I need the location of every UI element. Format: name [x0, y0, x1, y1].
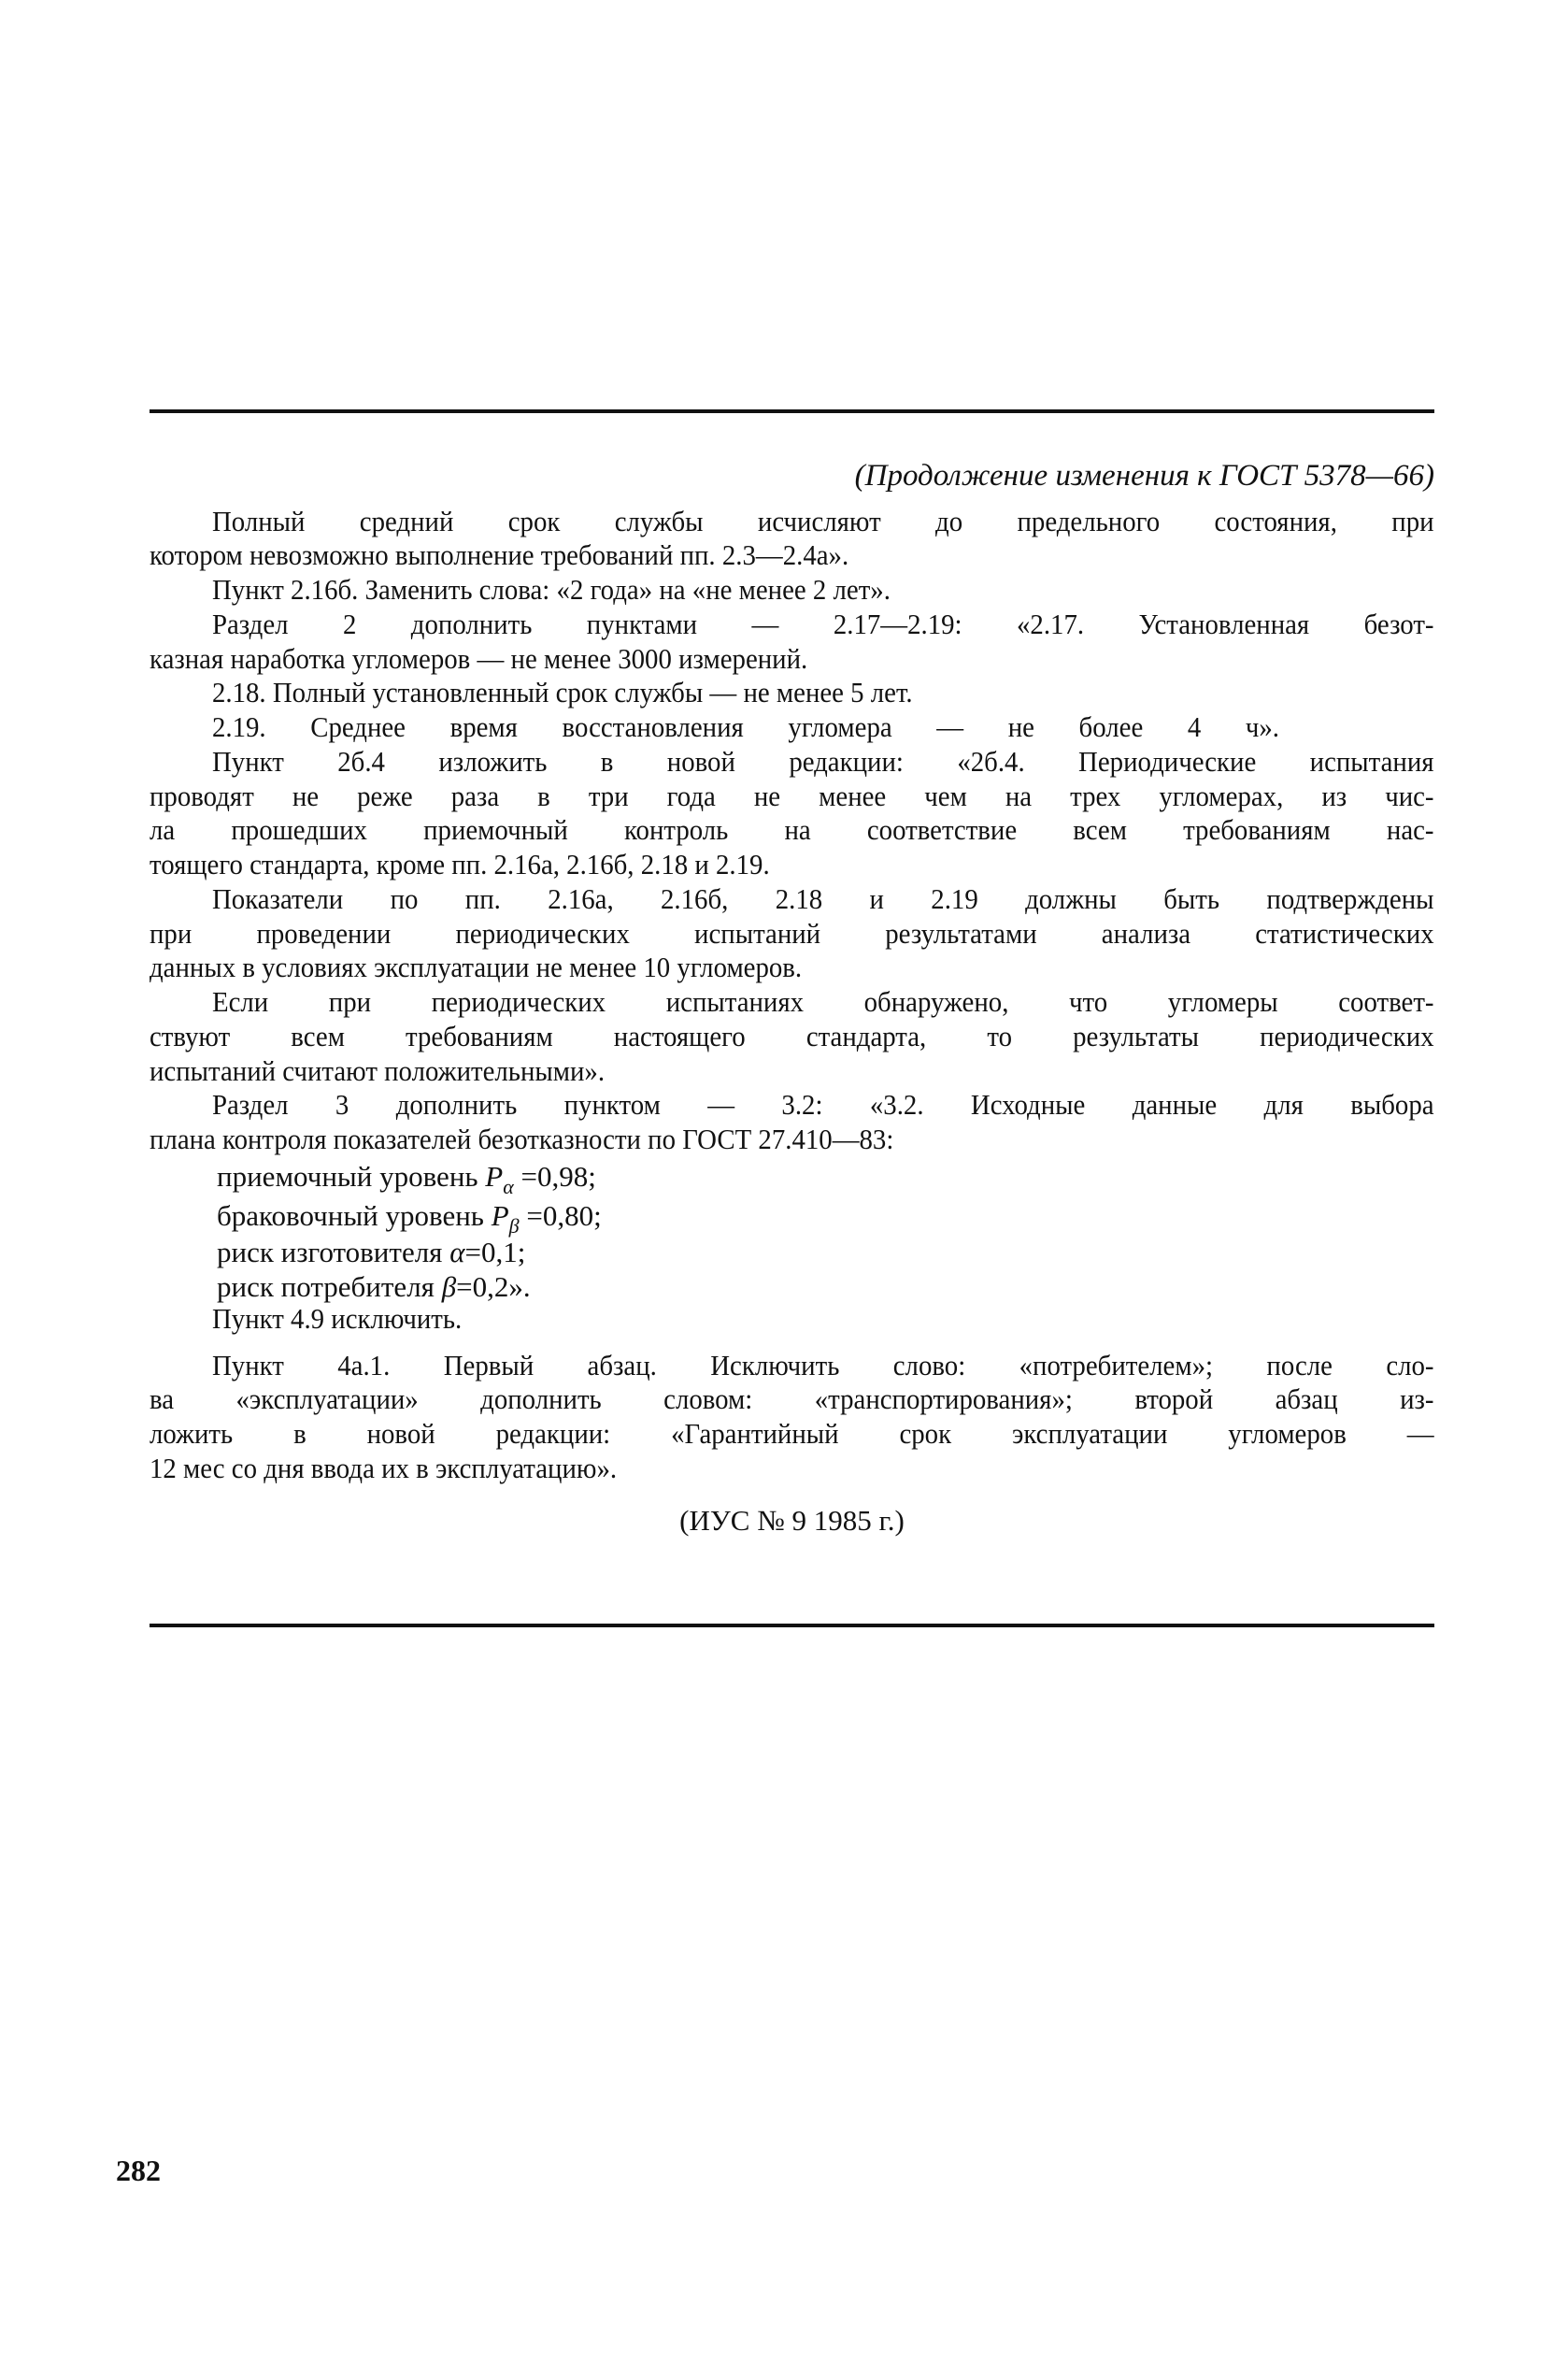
formula-label: риск потребителя — [217, 1270, 442, 1303]
formula-symbol: α — [449, 1236, 465, 1268]
text-line: Полный средний срок службы исчисляют до предельного состояния, при — [211, 505, 1434, 537]
formula-label: приемочный уровень — [217, 1160, 486, 1193]
formula-value: =0,2». — [456, 1270, 531, 1303]
text-line: Раздел 3 дополнить пунктом — 3.2: «3.2. Исходные данные для выбора — [211, 1088, 1434, 1121]
text-line: плана контроля показателей безотказности по ГОСТ 27.410—83: — [150, 1123, 894, 1155]
formula-label: риск изготовителя — [217, 1236, 450, 1268]
text-line: Пункт 4а.1. Первый абзац. Исключить слово: «потребителем»; после сло- — [211, 1349, 1434, 1381]
text-line: проводят не реже раза в три года не менее чем на трех угломерах, из чис- — [150, 780, 1434, 812]
formula-symbol: β — [441, 1270, 457, 1303]
formula-value: =0,1; — [464, 1236, 526, 1268]
text-line: тоящего стандарта, кроме пп. 2.16а, 2.16б, 2.18 и 2.19. — [150, 848, 770, 880]
text-line: Если при периодических испытаниях обнаружено, что угломеры соответ- — [211, 985, 1434, 1018]
formula-subscript: α — [503, 1175, 514, 1198]
bottom-rule — [150, 1624, 1434, 1627]
formula-value: =0,98; — [513, 1160, 596, 1193]
text-line: Раздел 2 дополнить пунктами — 2.17—2.19: «2.17. Установленная безот- — [211, 608, 1434, 640]
text-line: при проведении периодических испытаний результатами анализа статистических — [150, 917, 1434, 950]
formula-subscript: β — [508, 1214, 520, 1238]
page-number: 282 — [116, 2154, 161, 2187]
text-line: ложить в новой редакции: «Гарантийный срок эксплуатации угломеров — — [150, 1417, 1434, 1450]
formula-value: =0,80; — [519, 1199, 602, 1232]
text-line: ва «эксплуатации» дополнить словом: «транспортирования»; второй абзац из- — [150, 1382, 1434, 1415]
top-rule — [150, 409, 1434, 413]
formula-symbol: P — [491, 1199, 509, 1232]
text-line: 2.18. Полный установленный срок службы — не менее 5 лет. — [211, 676, 913, 709]
continuation-header: (Продолжение изменения к ГОСТ 5378—66) — [854, 459, 1434, 493]
text-line: испытаний считают положительными». — [150, 1054, 606, 1087]
text-line: 2.19. Среднее время восстановления угломера — не более 4 ч». — [211, 710, 1280, 743]
text-line: Пункт 2б.4 изложить в новой редакции: «2б.4. Периодические испытания — [211, 745, 1434, 778]
text-line: Пункт 2.16б. Заменить слова: «2 года» на «не менее 2 лет». — [211, 573, 891, 606]
text-line: казная наработка угломеров — не менее 3000 измерений. — [150, 642, 808, 675]
text-line: 12 мес со дня ввода их в эксплуатацию». — [150, 1452, 618, 1484]
formula-label: браковочный уровень — [217, 1199, 492, 1232]
text-line: данных в условиях эксплуатации не менее 10 угломеров. — [150, 951, 803, 983]
formula-symbol: P — [485, 1160, 504, 1193]
formula-producer-risk — [217, 1234, 525, 1271]
source-reference: (ИУС № 9 1985 г.) — [679, 1504, 905, 1537]
text-line: ствуют всем требованиям настоящего стандарта, то результаты периодических — [150, 1020, 1434, 1052]
text-line: Пункт 4.9 исключить. — [211, 1302, 463, 1335]
text-line: Показатели по пп. 2.16а, 2.16б, 2.18 и 2.19 должны быть подтверждены — [211, 882, 1434, 915]
text-line: котором невозможно выполнение требований пп. 2.3—2.4а». — [150, 538, 849, 571]
text-line: ла прошедших приемочный контроль на соответствие всем требованиям нас- — [150, 813, 1434, 846]
